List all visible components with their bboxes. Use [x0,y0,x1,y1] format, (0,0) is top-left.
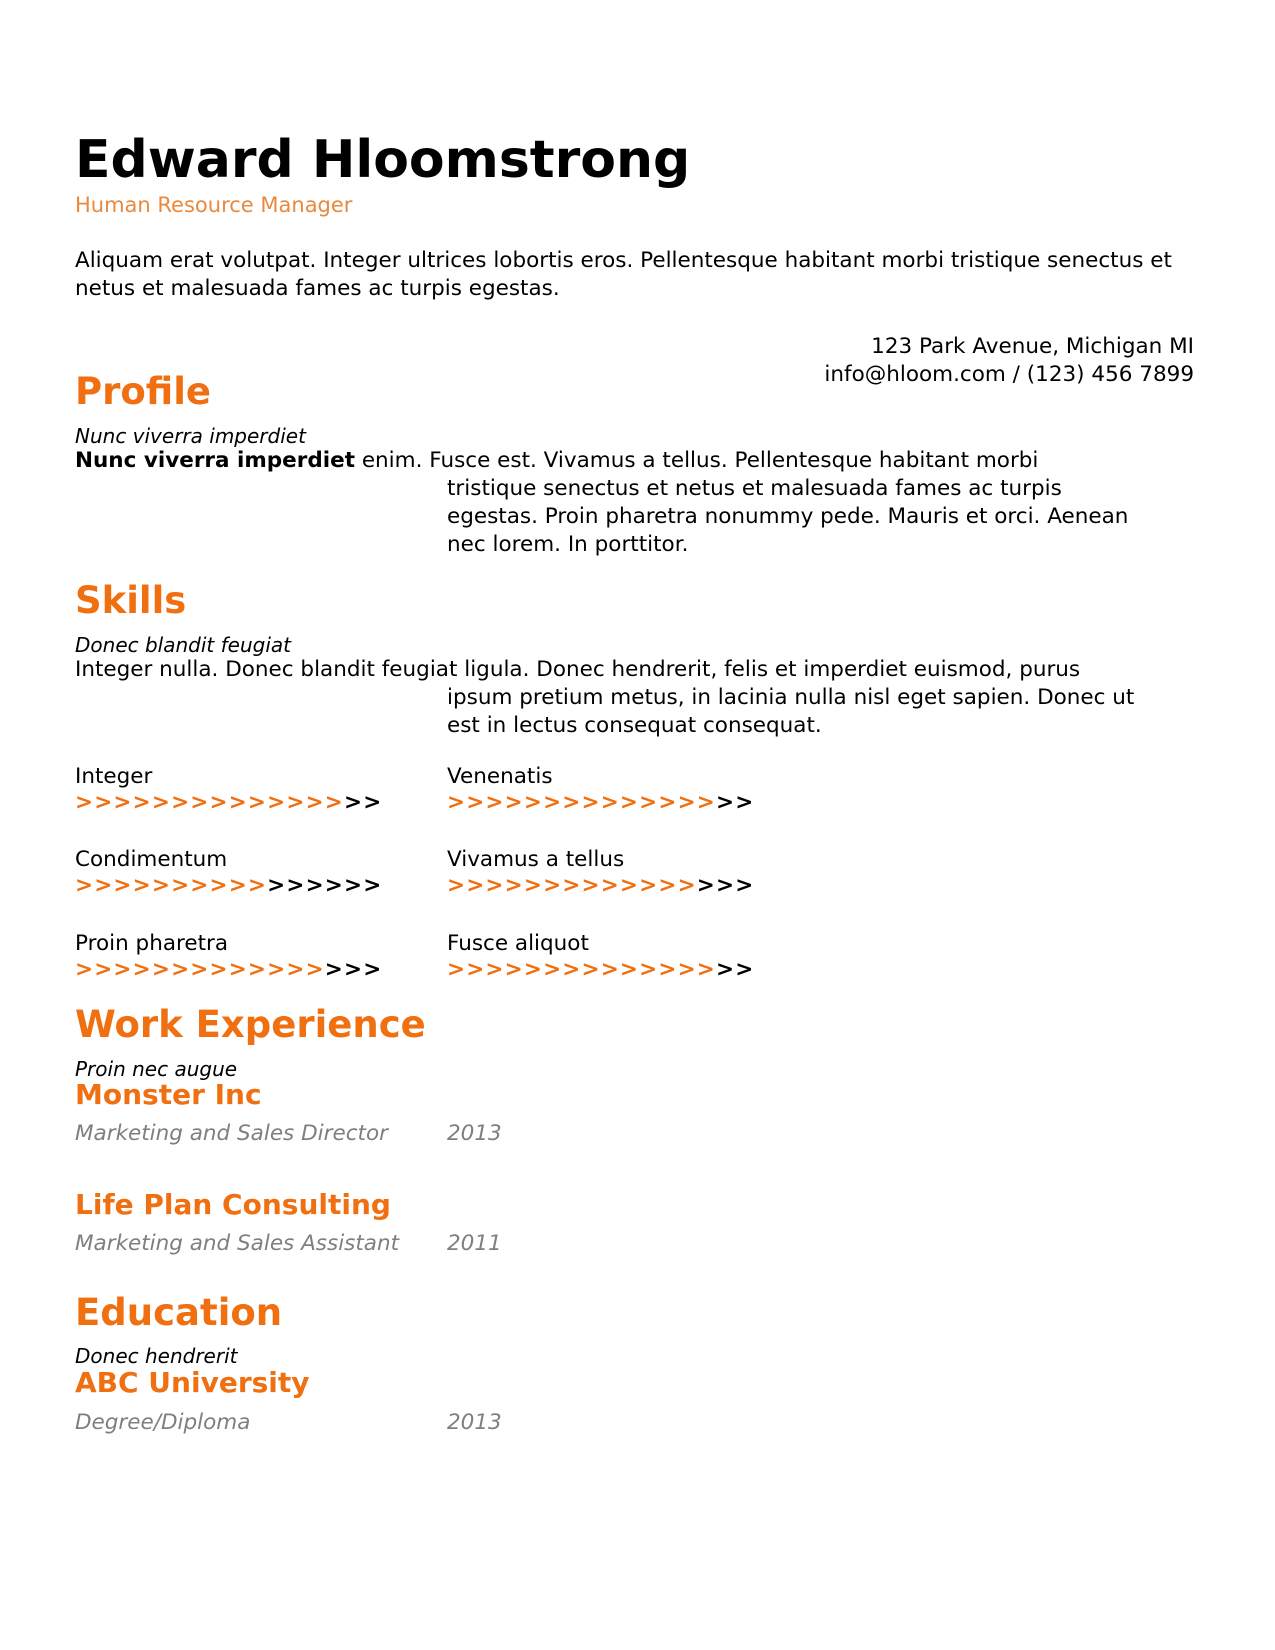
skill-label: Condimentum [75,847,228,872]
skills-paragraph [75,656,1195,740]
profile-heading: Profile [75,370,211,413]
profile-line-4: nec lorem. In porttitor. [447,532,689,557]
education-heading: Education [75,1291,283,1334]
profile-line-2: tristique senectus et netus et malesuada fames ac turpis [447,476,1062,501]
skill-item [75,931,382,983]
job-year: 2013 [447,1121,502,1146]
skills-line-3: est in lectus consequat consequat. [447,713,822,738]
skill-level-bar: >>>>>>>>>>>>>>>> [447,790,755,815]
candidate-name: Edward Hloomstrong [75,130,691,190]
skill-level-bar: >>>>>>>>>>>>>>>> [447,957,755,982]
skill-item [75,847,382,899]
contact-block [824,333,1194,389]
job-role: Human Resource Manager [75,193,353,217]
skill-label: Fusce aliquot [447,931,589,956]
address: 123 Park Avenue, Michigan MI [871,334,1194,359]
profile-line-1: enim. Fusce est. Vivamus a tellus. Pellentesque habitant morbi [354,448,1039,473]
skill-level-bar: >>>>>>>>>>>>>>>> [75,873,383,898]
skill-label: Venenatis [447,764,553,789]
school-name: ABC University [75,1366,310,1399]
company-name: Life Plan Consulting [75,1188,391,1221]
skill-item [447,847,754,899]
summary-text: Aliquam erat volutpat. Integer ultrices lobortis eros. Pellentesque habitant morbi tristique senectus et netus et malesuada fames ac turpis egestas. [75,248,1172,301]
skill-level-bar: >>>>>>>>>>>>>>>> [75,957,383,982]
job-year: 2011 [447,1231,502,1256]
skills-heading: Skills [75,579,187,622]
education-subheading: Donec hendrerit [75,1344,238,1368]
profile-line-3: egestas. Proin pharetra nonummy pede. Mauris et orci. Aenean [447,504,1129,529]
skills-line-2: ipsum pretium metus, in lacinia nulla nisl eget sapien. Donec ut [447,685,1135,710]
work-heading: Work Experience [75,1003,426,1046]
skills-line-1: Integer nulla. Donec blandit feugiat ligula. Donec hendrerit, felis et imperdiet euismod, purus [75,657,1081,682]
job-title: Marketing and Sales Assistant [75,1231,400,1256]
company-name: Monster Inc [75,1078,262,1111]
skill-item [447,764,754,816]
skill-level-bar: >>>>>>>>>>>>>>>> [447,873,755,898]
education-year: 2013 [447,1410,502,1435]
profile-subheading: Nunc viverra imperdiet [75,424,306,448]
work-subheading: Proin nec augue [75,1057,238,1081]
skill-item [75,764,382,816]
profile-paragraph [75,447,1195,559]
skill-item [447,931,754,983]
skill-label: Vivamus a tellus [447,847,625,872]
job-title: Marketing and Sales Director [75,1121,388,1146]
skill-label: Proin pharetra [75,931,229,956]
skill-level-bar: >>>>>>>>>>>>>>>> [75,790,383,815]
skill-label: Integer [75,764,153,789]
email-phone: info@hloom.com / (123) 456 7899 [824,362,1194,387]
skills-subheading: Donec blandit feugiat [75,633,291,657]
degree: Degree/Diploma [75,1410,251,1435]
profile-bold-lead: Nunc viverra imperdiet [75,448,355,473]
